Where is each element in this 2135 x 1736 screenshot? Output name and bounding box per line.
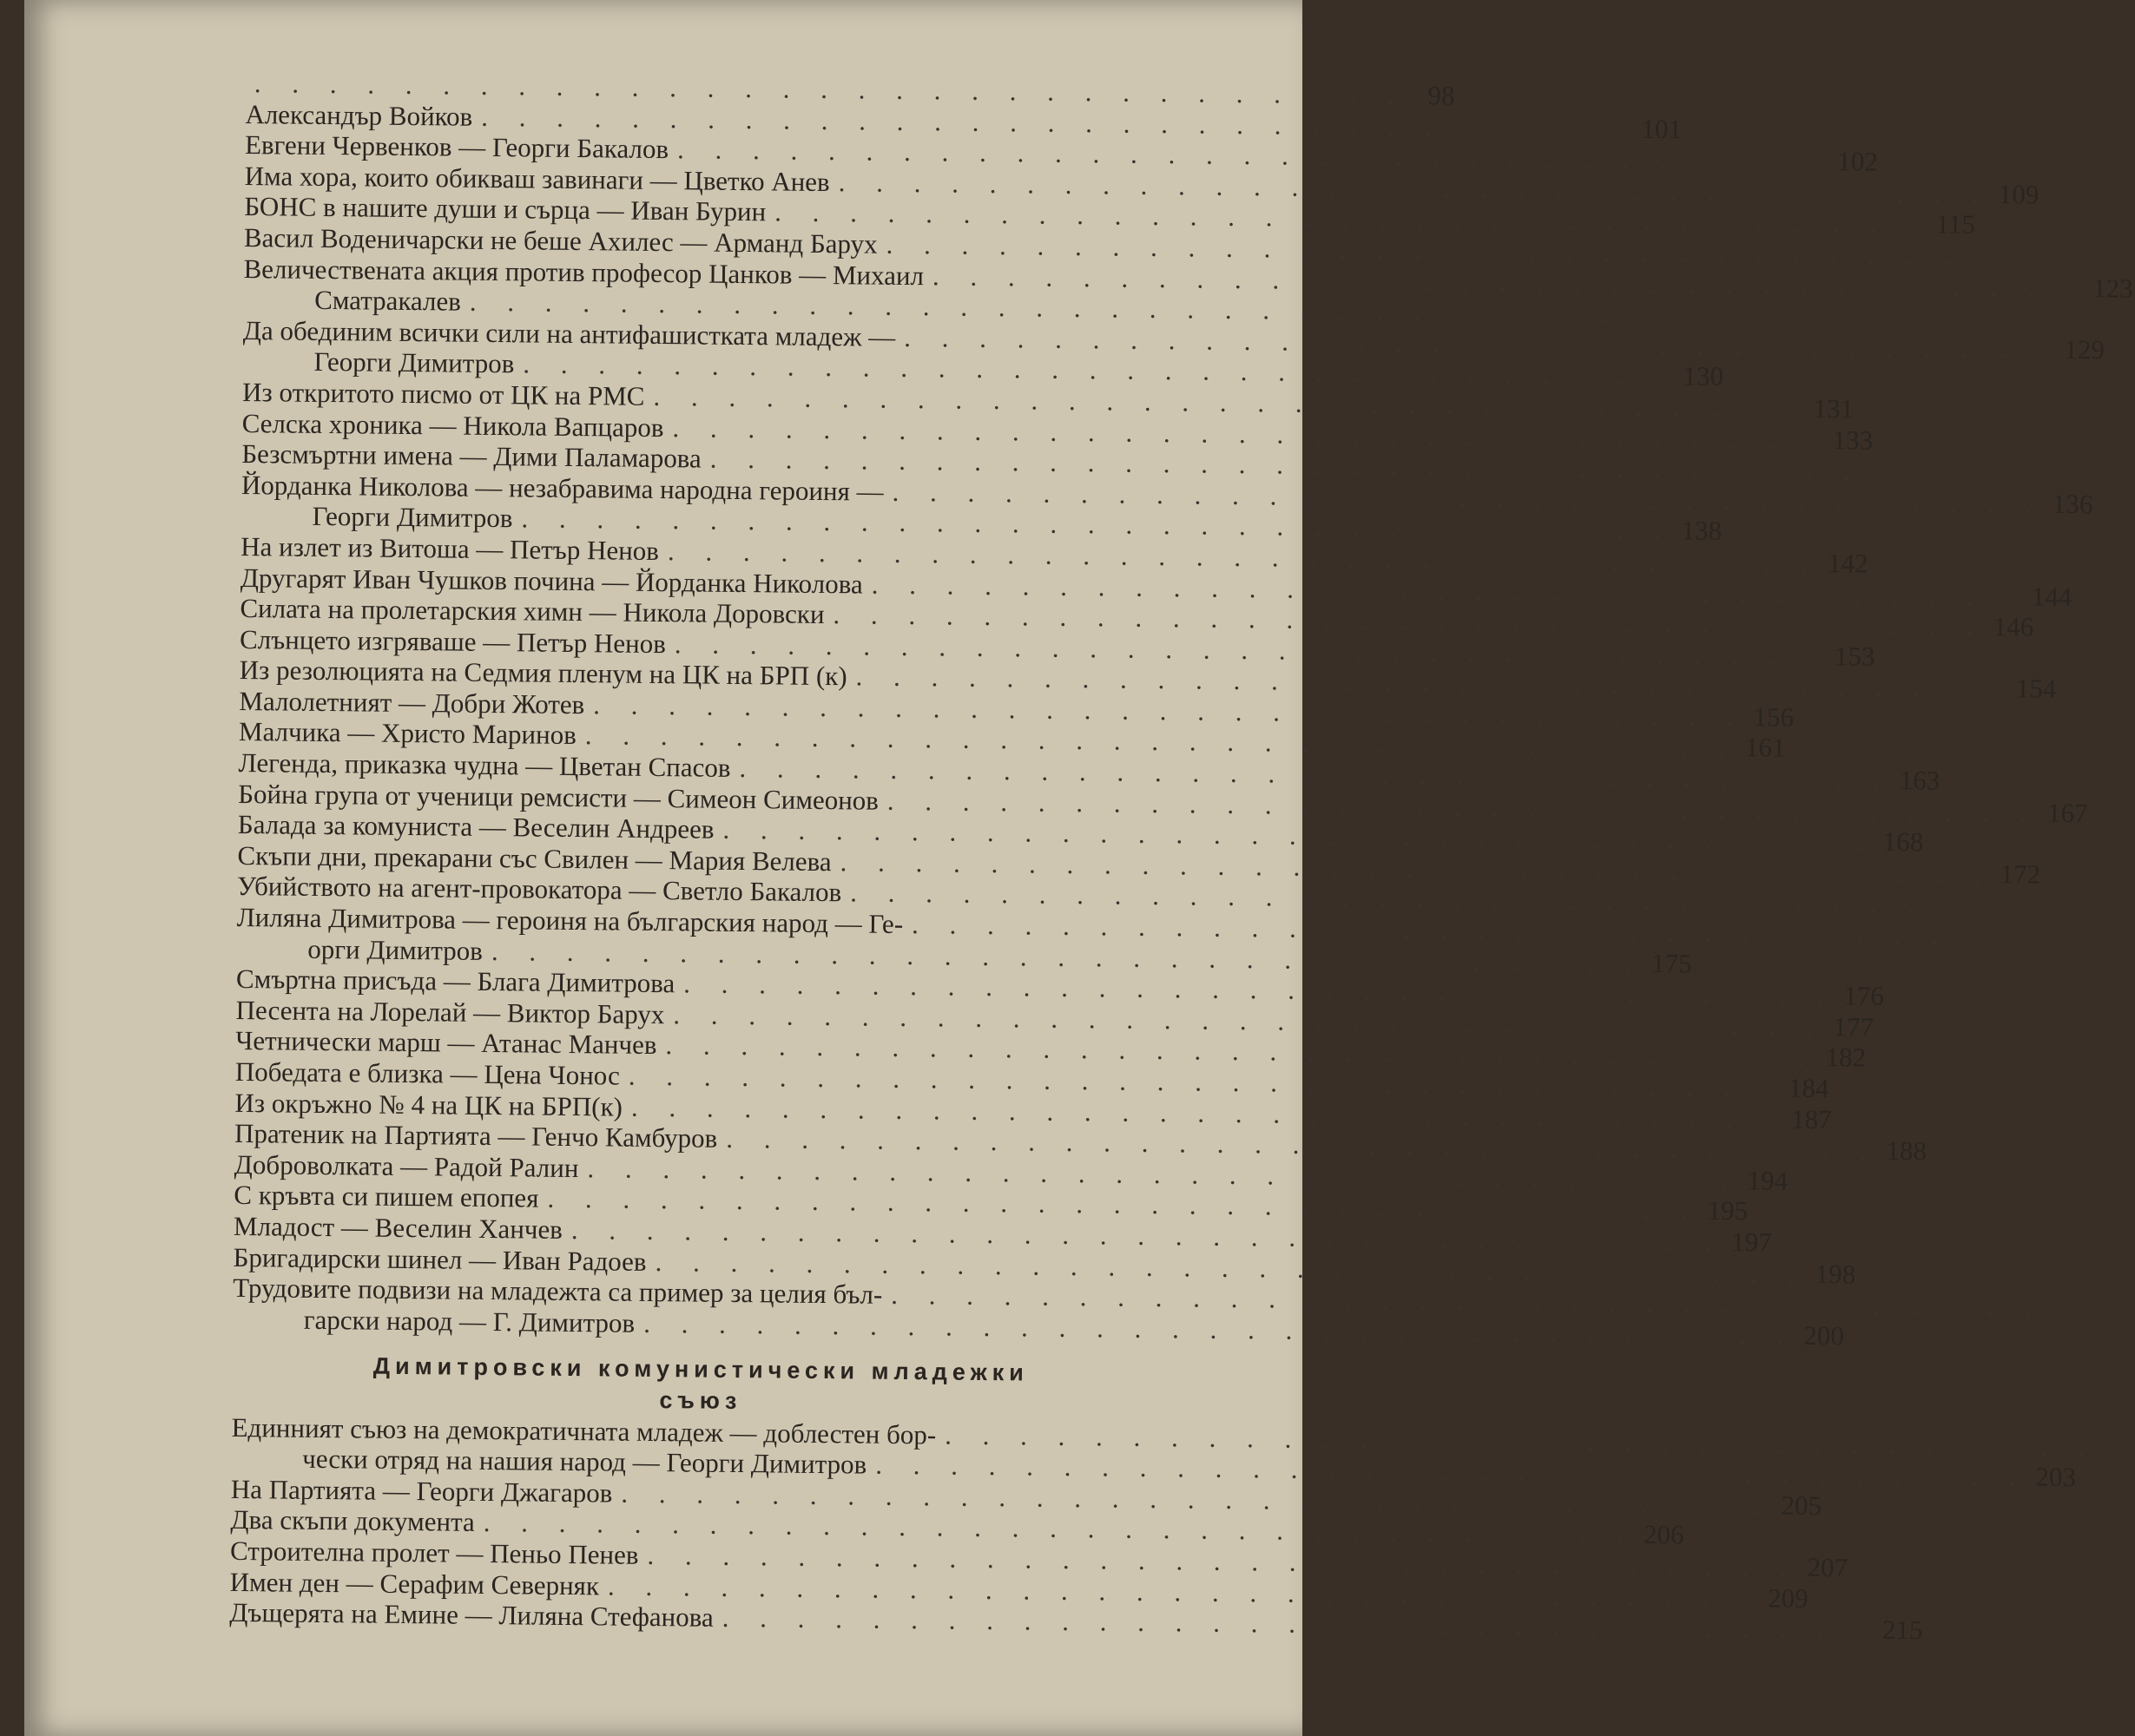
toc-entry-title: Скъпи дни, прекарани със Свилен — Мария Велева bbox=[237, 839, 832, 877]
toc-entry-page: 163 bbox=[1899, 765, 1941, 796]
section-heading-continued: съюз bbox=[659, 1387, 742, 1415]
toc-entry-page: 154 bbox=[2015, 673, 2057, 705]
toc-entry-title: Из откритото писмо от ЦК на РМС bbox=[241, 376, 645, 411]
toc-entry-page: 136 bbox=[2052, 488, 2093, 520]
toc-entry-page: 184 bbox=[1788, 1072, 1829, 1104]
toc-entry-page: 142 bbox=[1827, 548, 1868, 579]
toc-entry-title: Из окръжно № 4 на ЦК на БРП(к) bbox=[234, 1087, 623, 1122]
toc-entry-title: Победата е близка — Цена Чонос bbox=[234, 1055, 621, 1091]
toc-entry-page: 153 bbox=[1834, 640, 1875, 672]
toc-entry-title: Селска хроника — Никола Вапцаров bbox=[241, 407, 664, 443]
toc-entry-page bbox=[2097, 1456, 2135, 1457]
toc-entry-title: С кръвта си пишем епопея bbox=[234, 1180, 539, 1213]
toc-entry-page bbox=[1621, 323, 1670, 324]
toc-entry-page: 167 bbox=[2046, 797, 2088, 828]
toc-entry-page: 98 bbox=[1427, 80, 1455, 111]
toc-entry-title: Из резолюцията на Седмия пленум на ЦК на БРП (к) bbox=[239, 654, 847, 692]
toc-entry-title: Пратеник на Партията — Генчо Камбуров bbox=[234, 1118, 718, 1154]
toc-entry-title: Убийството на агент-провокатора — Светло Бакалов bbox=[236, 871, 842, 908]
table-of-contents bbox=[229, 68, 2133, 1646]
toc-entry-title: Безсмъртни имена — Дими Паламарова bbox=[241, 438, 702, 474]
toc-entry-title: Бойна група от ученици ремсисти — Симеон Симеонов bbox=[238, 778, 880, 816]
toc-entry-title: Другарят Иван Чушков почина — Йорданка Николова bbox=[240, 562, 863, 599]
toc-entry-page: 195 bbox=[1707, 1195, 1749, 1226]
toc-entry-title: орги Димитров bbox=[307, 933, 484, 966]
toc-entry-page: 168 bbox=[1882, 826, 1924, 858]
toc-entry-page bbox=[2002, 914, 2051, 915]
toc-entry-title: Слънцето изгряваше — Петър Ненов bbox=[239, 623, 667, 659]
toc-entry-page: 197 bbox=[1730, 1226, 1772, 1258]
toc-entry-title: гарски народ — Г. Димитров bbox=[303, 1304, 636, 1338]
toc-entry-page: 138 bbox=[1681, 515, 1723, 547]
toc-entry-page: 209 bbox=[1767, 1581, 1809, 1614]
toc-entry-page: 156 bbox=[1753, 701, 1795, 733]
toc-entry-title: Величествената акция против професор Цанков — Михаил bbox=[243, 253, 925, 291]
toc-entry-title: Георги Димитров bbox=[313, 346, 515, 379]
toc-entry-page: 177 bbox=[1833, 1011, 1875, 1042]
toc-entry-page: 161 bbox=[1744, 732, 1786, 764]
toc-entry-page: 207 bbox=[1807, 1551, 1848, 1583]
toc-entry-page: 176 bbox=[1843, 980, 1885, 1012]
toc-entry-page: 131 bbox=[1813, 392, 1855, 424]
toc-entry-page bbox=[2043, 1316, 2092, 1317]
toc-entry-title: Смъртна присъда — Блага Димитрова bbox=[235, 963, 675, 999]
toc-section-1 bbox=[233, 68, 2133, 1351]
toc-entry-title: Легенда, приказка чудна — Цветан Спасов bbox=[238, 747, 731, 783]
toc-entry-title: Александър Войков bbox=[245, 98, 473, 132]
toc-section-2 bbox=[229, 1411, 2077, 1646]
toc-entry-title: Малолетният — Добри Жотев bbox=[239, 685, 585, 720]
toc-entry-title: Два скъпи документа bbox=[230, 1504, 475, 1538]
toc-entry-title: Сматракалев bbox=[314, 285, 462, 317]
toc-entry-page: 200 bbox=[1803, 1319, 1845, 1351]
toc-entry-page bbox=[1862, 480, 1910, 481]
toc-entry-title: Трудовите подвизи на младежта са пример за целия бъл- bbox=[233, 1272, 883, 1310]
toc-entry-title: Силата на пролетарския химн — Никола Доровски bbox=[240, 593, 825, 630]
toc-entry-page: 123 bbox=[2092, 272, 2133, 304]
toc-entry-page: 144 bbox=[2031, 581, 2072, 612]
toc-entry-page: 130 bbox=[1683, 360, 1724, 392]
toc-entry-title: БОНС в нашите души и сърца — Иван Бурин bbox=[244, 191, 767, 227]
toc-entry-page: 133 bbox=[1832, 424, 1874, 456]
toc-entry-page: 203 bbox=[2035, 1461, 2077, 1493]
toc-entry-title: Йорданка Николова — незабравима народна героиня — bbox=[241, 469, 884, 507]
toc-entry-page bbox=[2064, 945, 2112, 946]
toc-entry-title: Доброволката — Радой Ралин bbox=[234, 1148, 579, 1183]
toc-entry-page: 187 bbox=[1790, 1103, 1832, 1134]
toc-entry-title: Имен ден — Серафим Северняк bbox=[229, 1566, 600, 1601]
toc-entry-title: На излет из Витоша — Петър Ненов bbox=[241, 530, 660, 566]
toc-entry-page: 175 bbox=[1651, 947, 1692, 979]
toc-entry-page: 182 bbox=[1825, 1042, 1867, 1074]
toc-entry-page: 129 bbox=[2064, 333, 2105, 365]
toc-entry-page: 146 bbox=[1993, 611, 2034, 642]
toc-entry-title: Васил Воденичарски не беше Ахилес — Арманд Барух bbox=[243, 221, 878, 260]
toc-entry-title: Младост — Веселин Ханчев bbox=[233, 1210, 563, 1245]
toc-entry-page: 101 bbox=[1641, 113, 1683, 144]
toc-entry-title: Единният съюз на демократичната младеж — доблестен бор- bbox=[231, 1411, 937, 1450]
toc-entry-title: Лиляна Димитрова — героиня на българския народ — Ге- bbox=[236, 901, 904, 940]
section-heading: Димитровски комунистически младежки bbox=[372, 1352, 1029, 1386]
toc-entry-title: Георги Димитров bbox=[312, 501, 513, 534]
toc-entry-page: 198 bbox=[1815, 1258, 1856, 1290]
toc-entry-page: 194 bbox=[1747, 1164, 1789, 1196]
toc-entry-page: 188 bbox=[1886, 1135, 1927, 1167]
toc-entry-page: 206 bbox=[1643, 1519, 1684, 1550]
toc-entry-title: Балада за комуниста — Веселин Андреев bbox=[237, 809, 715, 845]
toc-entry-title: Дъщерята на Емине — Лиляна Стефанова bbox=[229, 1596, 714, 1633]
toc-entry-title: Четнически марш — Атанас Манчев bbox=[235, 1025, 657, 1061]
book-page bbox=[24, 0, 2133, 1736]
toc-entry-title: На Партията — Георги Джагаров bbox=[230, 1473, 613, 1509]
toc-entry-page: 102 bbox=[1837, 146, 1878, 177]
toc-entry-page: 109 bbox=[1998, 178, 2039, 210]
toc-entry-page: 172 bbox=[2000, 858, 2041, 890]
toc-entry-title: Малчика — Христо Маринов bbox=[238, 716, 577, 751]
toc-entry-title: Строителна пролет — Пеньо Пенев bbox=[229, 1535, 639, 1570]
toc-entry-title: Песента на Лорелай — Виктор Барух bbox=[235, 994, 665, 1029]
toc-entry-page: 215 bbox=[1881, 1614, 1923, 1646]
toc-entry-page: 205 bbox=[1781, 1489, 1822, 1521]
toc-entry-page: 115 bbox=[1935, 208, 1976, 240]
toc-entry-title: Има хора, които обикваш завинаги — Цветко Анев bbox=[244, 160, 830, 197]
toc-entry-title: Да обединим всички сили на антифашистката младеж — bbox=[242, 314, 896, 352]
toc-entry-title: Бригадирски шинел — Иван Радоев bbox=[233, 1241, 647, 1277]
toc-entry-title: чески отряд на нашия народ — Георги Димитров bbox=[302, 1443, 867, 1480]
toc-entry-title: Евгени Червенков — Георги Бакалов bbox=[244, 129, 669, 165]
